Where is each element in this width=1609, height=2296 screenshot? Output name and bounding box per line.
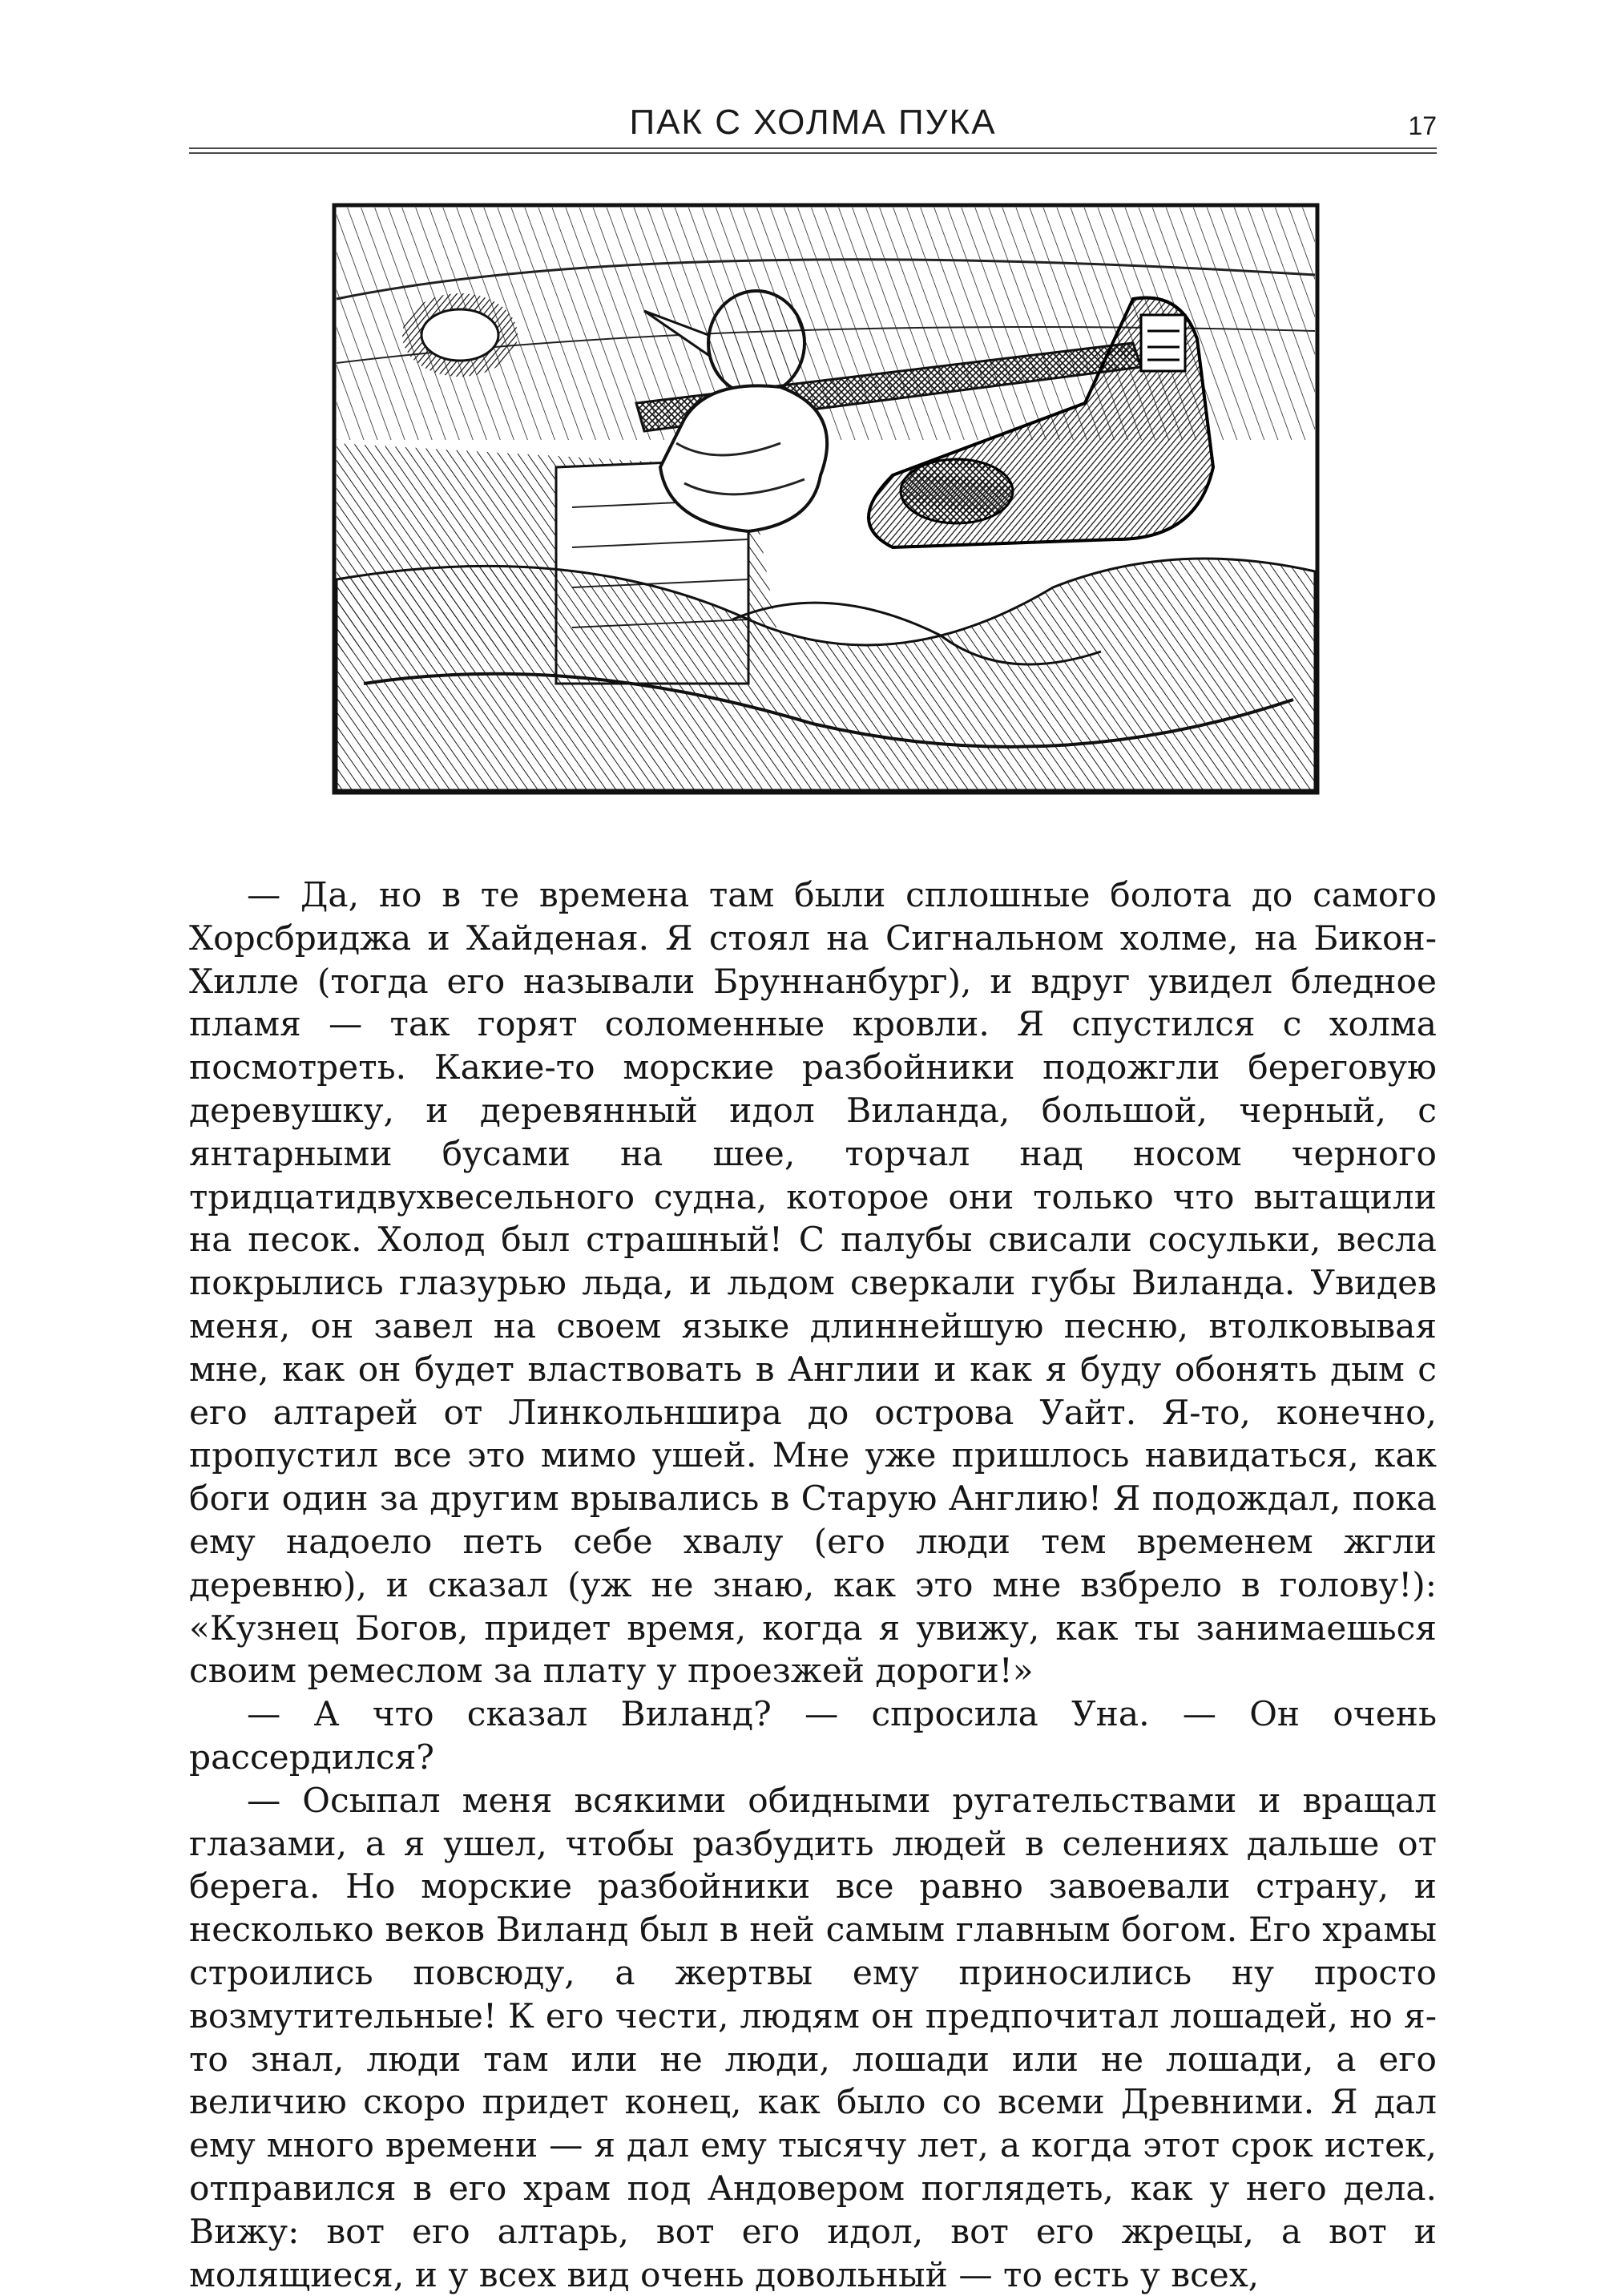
header-rule-thin bbox=[189, 152, 1437, 154]
running-head-title: ПАК С ХОЛМА ПУКА bbox=[629, 103, 997, 142]
running-head bbox=[189, 100, 1437, 151]
ink-illustration-puck-and-idol-icon bbox=[332, 203, 1320, 795]
paragraph: — Осыпал меня всякими обидными ругательствами и вращал глазами, а я ушел, чтобы разбудить людей в селениях дальше от берега. Но морские разбойники все равно завоевали страну, и несколько веков Виланд был в ней самым главным богом. Его храмы строились повсюду, а жертвы ему приносились ну просто возмутительные! К его чести, людям он предпочитал лошадей, но я-то знал, люди там или не люди, лошади или не лошади, а его величию скоро придет конец, как было со всеми Древними. Я дал ему много времени — я дал ему тысячу лет, а когда этот срок истек, отправился в его храм под Андовером поглядеть, как у него дела. Вижу: вот его алтарь, вот его идол, вот его жрецы, а вот и молящиеся, и у всех вид очень довольный — то есть у всех, bbox=[189, 1780, 1437, 2294]
page-number: 17 bbox=[1408, 111, 1437, 140]
body-text bbox=[189, 874, 1437, 2296]
paragraph: — А что сказал Виланд? — спросила Уна. — Он очень рассердился? bbox=[189, 1694, 1437, 1777]
paragraph: — Да, но в те времена там были сплошные болота до самого Хорсбриджа и Хайденая. Я стоял на Сигнальном холме, на Бикон-Хилле (тогда его называли Бруннанбург), и вдруг увидел бледное пламя — так горят соломенные кровли. Я спустился с холма посмотреть. Какие-то морские разбойники подожгли береговую деревушку, и деревянный идол Виланда, большой, черный, с янтарными бусами на шее, торчал над носом черного тридцатидвухвесельного судна, которое они только что вытащили на песок. Холод был страшный! С палубы свисали сосульки, весла покрылись глазурью льда, и льдом сверкали губы Виланда. Увидев меня, он завел на своем языке длиннейшую песню, втолковывая мне, как он будет властвовать в Англии и как я буду обонять дым с его алтарей от Линкольншира до острова Уайт. Я-то, конечно, пропустил все это мимо ушей. Мне уже пришлось навидаться, как боги один за другим врывались в Старую Англию! Я подождал, пока ему надоело петь себе хвалу (его люди тем временем жгли деревню), и сказал (уж не знаю, как это мне взбрело в голову!): «Кузнец Богов, придет время, когда я увижу, как ты занимаешься своим ремеслом за плату у проезжей дороги!» bbox=[189, 875, 1437, 1691]
header-rule bbox=[189, 147, 1437, 149]
